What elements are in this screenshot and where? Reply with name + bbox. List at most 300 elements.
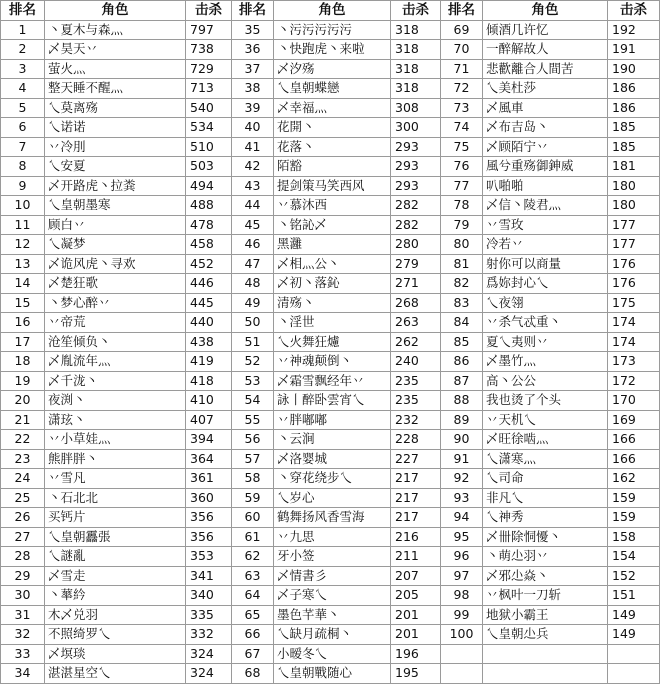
- cell-rank: 30: [1, 586, 45, 606]
- cell-role: 乀皇朝靐張: [45, 527, 186, 547]
- table-row: [1, 118, 660, 138]
- cell-kills: 169: [608, 410, 660, 430]
- cell-role: 乄情書彡: [274, 566, 391, 586]
- cell-kills: 293: [391, 176, 441, 196]
- cell-role: 乀司命: [483, 469, 608, 489]
- cell-kills: 494: [186, 176, 232, 196]
- cell-rank: 13: [1, 254, 45, 274]
- cell-role: 乄汐殇: [274, 59, 391, 79]
- cell-kills: 235: [391, 391, 441, 411]
- header-kills: 击杀: [391, 1, 441, 21]
- table-row: [1, 313, 660, 333]
- cell-rank: 68: [232, 664, 274, 684]
- cell-role: 丷胖嘟嘟: [274, 410, 391, 430]
- cell-role: 鹤舞扬风香雪海: [274, 508, 391, 528]
- cell-kills: 419: [186, 352, 232, 372]
- cell-kills: 458: [186, 235, 232, 255]
- cell-rank: 61: [232, 527, 274, 547]
- cell-role: 丶萌尐羽丷: [483, 547, 608, 567]
- cell-rank: 77: [441, 176, 483, 196]
- cell-rank: 48: [232, 274, 274, 294]
- table-row: [1, 508, 660, 528]
- cell-rank: 51: [232, 332, 274, 352]
- cell-kills: 503: [186, 157, 232, 177]
- table-row: [1, 79, 660, 99]
- cell-rank: 42: [232, 157, 274, 177]
- cell-rank: 93: [441, 488, 483, 508]
- cell-rank: 1: [1, 20, 45, 40]
- cell-role: 不照绮罗乀: [45, 625, 186, 645]
- cell-rank: 25: [1, 488, 45, 508]
- cell-kills: 149: [608, 625, 660, 645]
- cell-role: 丷雪凡: [45, 469, 186, 489]
- cell-role: 射你可以商量: [483, 254, 608, 274]
- cell-kills: 217: [391, 469, 441, 489]
- cell-role: 沧笙倾负丶: [45, 332, 186, 352]
- cell-rank: 60: [232, 508, 274, 528]
- table-row: [1, 488, 660, 508]
- cell-role: 丶蕐紟: [45, 586, 186, 606]
- cell-role: 丶云涧: [274, 430, 391, 450]
- cell-kills: 332: [186, 625, 232, 645]
- cell-rank: 32: [1, 625, 45, 645]
- cell-role: 丷枫叶一刀斩: [483, 586, 608, 606]
- cell-role: 整天睡不醒灬: [45, 79, 186, 99]
- cell-kills: 279: [391, 254, 441, 274]
- table-row: [1, 274, 660, 294]
- table-row: [1, 196, 660, 216]
- cell-rank: 80: [441, 235, 483, 255]
- cell-kills: 356: [186, 527, 232, 547]
- cell-rank: 11: [1, 215, 45, 235]
- cell-role: 乄诡风虎丶寻欢: [45, 254, 186, 274]
- cell-rank: 37: [232, 59, 274, 79]
- cell-rank: 29: [1, 566, 45, 586]
- cell-role: 丷小草娃灬: [45, 430, 186, 450]
- cell-role: 乄胤流年灬: [45, 352, 186, 372]
- cell-rank: 55: [232, 410, 274, 430]
- cell-kills: 185: [608, 137, 660, 157]
- cell-role: 乀皇朝戰随心: [274, 664, 391, 684]
- cell-kills: 154: [608, 547, 660, 567]
- cell-kills: 211: [391, 547, 441, 567]
- table-row: [1, 605, 660, 625]
- cell-kills: 176: [608, 274, 660, 294]
- cell-rank: 97: [441, 566, 483, 586]
- cell-role: 乄旺徐啮灬: [483, 430, 608, 450]
- cell-kills: 170: [608, 391, 660, 411]
- cell-rank: 65: [232, 605, 274, 625]
- cell-rank: 35: [232, 20, 274, 40]
- header-kills: 击杀: [186, 1, 232, 21]
- cell-role: 乄幸福灬: [274, 98, 391, 118]
- cell-role: 非凡乀: [483, 488, 608, 508]
- cell-rank: 46: [232, 235, 274, 255]
- table-row: [1, 547, 660, 567]
- cell-rank: 23: [1, 449, 45, 469]
- cell-rank: 7: [1, 137, 45, 157]
- cell-kills: 180: [608, 196, 660, 216]
- cell-role: 乀安夏: [45, 157, 186, 177]
- cell-kills: 166: [608, 430, 660, 450]
- cell-role: 丶污污污污污: [274, 20, 391, 40]
- cell-kills: 410: [186, 391, 232, 411]
- cell-kills: 207: [391, 566, 441, 586]
- cell-kills: 418: [186, 371, 232, 391]
- cell-kills: 228: [391, 430, 441, 450]
- cell-role: 小暧冬乀: [274, 644, 391, 664]
- cell-kills: 185: [608, 118, 660, 138]
- cell-rank: 71: [441, 59, 483, 79]
- cell-role: 乀美杜莎: [483, 79, 608, 99]
- cell-role: 乄墨竹灬: [483, 352, 608, 372]
- cell-rank: 17: [1, 332, 45, 352]
- cell-rank: 3: [1, 59, 45, 79]
- cell-kills: 324: [186, 644, 232, 664]
- table-row: [1, 20, 660, 40]
- cell-kills: 353: [186, 547, 232, 567]
- table-row: [1, 625, 660, 645]
- cell-role: 买钙片: [45, 508, 186, 528]
- cell-rank: 98: [441, 586, 483, 606]
- cell-rank: 31: [1, 605, 45, 625]
- cell-rank: 72: [441, 79, 483, 99]
- cell-rank: 66: [232, 625, 274, 645]
- cell-kills: 240: [391, 352, 441, 372]
- cell-rank: 82: [441, 274, 483, 294]
- table-row: [1, 586, 660, 606]
- cell-role: 乀謎亂: [45, 547, 186, 567]
- cell-role: 倾酒几许忆: [483, 20, 608, 40]
- cell-role: 乄塓琰: [45, 644, 186, 664]
- cell-rank: 14: [1, 274, 45, 294]
- table-row: [1, 527, 660, 547]
- table-row: [1, 254, 660, 274]
- cell-rank: 49: [232, 293, 274, 313]
- cell-role: 乄邪尐焱丶: [483, 566, 608, 586]
- cell-role: 詠丨醉卧雲宵乀: [274, 391, 391, 411]
- cell-rank: 52: [232, 352, 274, 372]
- cell-role: 乄开路虎丶拉粪: [45, 176, 186, 196]
- cell-kills: 268: [391, 293, 441, 313]
- cell-role: 潇玹丶: [45, 410, 186, 430]
- cell-rank: 91: [441, 449, 483, 469]
- cell-role: 乄信丶陵君灬: [483, 196, 608, 216]
- cell-kills: 186: [608, 79, 660, 99]
- table-row: [1, 566, 660, 586]
- cell-rank: 78: [441, 196, 483, 216]
- cell-kills: 540: [186, 98, 232, 118]
- cell-rank: 41: [232, 137, 274, 157]
- cell-rank: 99: [441, 605, 483, 625]
- cell-kills: 280: [391, 235, 441, 255]
- cell-rank: 6: [1, 118, 45, 138]
- cell-role: 乀夜翎: [483, 293, 608, 313]
- cell-role: 冷若丷: [483, 235, 608, 255]
- cell-role: 乀岁心: [274, 488, 391, 508]
- cell-kills: 340: [186, 586, 232, 606]
- cell-rank: 90: [441, 430, 483, 450]
- cell-kills: 510: [186, 137, 232, 157]
- table-row: [1, 449, 660, 469]
- cell-kills: 394: [186, 430, 232, 450]
- cell-rank: 79: [441, 215, 483, 235]
- cell-role: 乄雪走: [45, 566, 186, 586]
- cell-role: 乄布吉岛丶: [483, 118, 608, 138]
- cell-rank: 76: [441, 157, 483, 177]
- table-row: [1, 391, 660, 411]
- header-role: 角色: [483, 1, 608, 21]
- cell-rank: 21: [1, 410, 45, 430]
- cell-kills: 149: [608, 605, 660, 625]
- cell-role: 丷雪玫: [483, 215, 608, 235]
- header-role: 角色: [45, 1, 186, 21]
- cell-kills: 174: [608, 313, 660, 333]
- cell-role: 乀凝梦: [45, 235, 186, 255]
- cell-rank: 47: [232, 254, 274, 274]
- cell-kills: 446: [186, 274, 232, 294]
- cell-role: 一醉解故人: [483, 40, 608, 60]
- table-row: [1, 644, 660, 664]
- cell-role: 夏乀夷则丷: [483, 332, 608, 352]
- cell-role: 丶快跑虎丶来啦: [274, 40, 391, 60]
- cell-rank: 39: [232, 98, 274, 118]
- cell-kills: 216: [391, 527, 441, 547]
- table-row: [1, 410, 660, 430]
- table-row: [1, 469, 660, 489]
- cell-role: 萤火灬: [45, 59, 186, 79]
- cell-kills: 440: [186, 313, 232, 333]
- cell-kills: 738: [186, 40, 232, 60]
- table-row: [1, 371, 660, 391]
- cell-rank: 38: [232, 79, 274, 99]
- cell-kills: 172: [608, 371, 660, 391]
- cell-kills: 341: [186, 566, 232, 586]
- cell-role: 熊胖胖丶: [45, 449, 186, 469]
- cell-role: 丶铭訫乄: [274, 215, 391, 235]
- cell-kills: 201: [391, 625, 441, 645]
- cell-kills: 478: [186, 215, 232, 235]
- table-row: [1, 215, 660, 235]
- cell-role: 丶石北北: [45, 488, 186, 508]
- cell-role: [483, 644, 608, 664]
- cell-rank: 40: [232, 118, 274, 138]
- cell-rank: 63: [232, 566, 274, 586]
- cell-kills: 300: [391, 118, 441, 138]
- cell-role: 乄昊天丷: [45, 40, 186, 60]
- cell-kills: 356: [186, 508, 232, 528]
- cell-kills: [608, 664, 660, 684]
- cell-kills: 308: [391, 98, 441, 118]
- cell-kills: 227: [391, 449, 441, 469]
- cell-kills: 361: [186, 469, 232, 489]
- cell-role: 提剑策马笑西风: [274, 176, 391, 196]
- cell-kills: 166: [608, 449, 660, 469]
- cell-role: 花開丶: [274, 118, 391, 138]
- cell-rank: [441, 664, 483, 684]
- cell-kills: 159: [608, 508, 660, 528]
- cell-kills: 534: [186, 118, 232, 138]
- cell-role: 牙小签: [274, 547, 391, 567]
- cell-kills: 162: [608, 469, 660, 489]
- cell-role: 丷天机乀: [483, 410, 608, 430]
- cell-role: 夜渕丶: [45, 391, 186, 411]
- cell-rank: 26: [1, 508, 45, 528]
- cell-rank: 59: [232, 488, 274, 508]
- cell-kills: 175: [608, 293, 660, 313]
- cell-rank: 10: [1, 196, 45, 216]
- cell-kills: 729: [186, 59, 232, 79]
- table-row: [1, 235, 660, 255]
- cell-kills: 488: [186, 196, 232, 216]
- cell-rank: 5: [1, 98, 45, 118]
- header-rank: 排名: [232, 1, 274, 21]
- cell-kills: 180: [608, 176, 660, 196]
- table-row: [1, 664, 660, 684]
- cell-kills: 177: [608, 215, 660, 235]
- cell-rank: 27: [1, 527, 45, 547]
- cell-role: 丷九思: [274, 527, 391, 547]
- cell-rank: 45: [232, 215, 274, 235]
- cell-rank: 44: [232, 196, 274, 216]
- cell-kills: 152: [608, 566, 660, 586]
- cell-rank: 8: [1, 157, 45, 177]
- cell-kills: 324: [186, 664, 232, 684]
- cell-kills: 262: [391, 332, 441, 352]
- cell-rank: 50: [232, 313, 274, 333]
- cell-kills: 360: [186, 488, 232, 508]
- cell-rank: [441, 644, 483, 664]
- cell-kills: 177: [608, 235, 660, 255]
- cell-role: 木乄兑羽: [45, 605, 186, 625]
- cell-kills: 263: [391, 313, 441, 333]
- cell-rank: 15: [1, 293, 45, 313]
- cell-role: 丷杀气忒重丶: [483, 313, 608, 333]
- cell-kills: 452: [186, 254, 232, 274]
- header-rank: 排名: [1, 1, 45, 21]
- cell-role: 高丶公公: [483, 371, 608, 391]
- cell-kills: 217: [391, 508, 441, 528]
- cell-rank: 16: [1, 313, 45, 333]
- header-kills: 击杀: [608, 1, 660, 21]
- cell-kills: 713: [186, 79, 232, 99]
- cell-role: 乄風車: [483, 98, 608, 118]
- cell-rank: 94: [441, 508, 483, 528]
- cell-kills: 318: [391, 40, 441, 60]
- cell-rank: 2: [1, 40, 45, 60]
- cell-rank: 34: [1, 664, 45, 684]
- cell-role: 乀缺月疏桐丶: [274, 625, 391, 645]
- cell-role: 乄霜雪飘经年丷: [274, 371, 391, 391]
- cell-role: 乀皇朝墨寒: [45, 196, 186, 216]
- cell-role: 乀火舞狂爈: [274, 332, 391, 352]
- cell-role: 湛湛星空乀: [45, 664, 186, 684]
- cell-kills: 282: [391, 215, 441, 235]
- cell-kills: 318: [391, 59, 441, 79]
- cell-rank: 43: [232, 176, 274, 196]
- cell-kills: [608, 644, 660, 664]
- cell-kills: 191: [608, 40, 660, 60]
- cell-role: 乄顾陌宁丷: [483, 137, 608, 157]
- cell-kills: 318: [391, 20, 441, 40]
- cell-role: 丷神魂颠倒丶: [274, 352, 391, 372]
- cell-rank: 53: [232, 371, 274, 391]
- cell-role: 乀皇朝蝶戀: [274, 79, 391, 99]
- cell-kills: 176: [608, 254, 660, 274]
- table-row: [1, 40, 660, 60]
- cell-role: 乀神秀: [483, 508, 608, 528]
- cell-role: 清殇丶: [274, 293, 391, 313]
- table-row: [1, 157, 660, 177]
- cell-role: 乄洛婴城: [274, 449, 391, 469]
- cell-kills: 217: [391, 488, 441, 508]
- cell-rank: 86: [441, 352, 483, 372]
- cell-kills: 335: [186, 605, 232, 625]
- cell-rank: 73: [441, 98, 483, 118]
- cell-rank: 18: [1, 352, 45, 372]
- table-row: [1, 98, 660, 118]
- cell-rank: 88: [441, 391, 483, 411]
- cell-role: 爲妳封心乀: [483, 274, 608, 294]
- cell-rank: 58: [232, 469, 274, 489]
- cell-role: 丶穿花绕步乀: [274, 469, 391, 489]
- table-row: [1, 293, 660, 313]
- cell-kills: 293: [391, 157, 441, 177]
- cell-rank: 64: [232, 586, 274, 606]
- header-role: 角色: [274, 1, 391, 21]
- cell-rank: 100: [441, 625, 483, 645]
- cell-kills: 159: [608, 488, 660, 508]
- cell-role: 墨色芊華丶: [274, 605, 391, 625]
- cell-kills: 445: [186, 293, 232, 313]
- cell-kills: 438: [186, 332, 232, 352]
- cell-role: 乄卌除恫懮丶: [483, 527, 608, 547]
- cell-role: 乄千泷丶: [45, 371, 186, 391]
- cell-role: 乀皇朝尐兵: [483, 625, 608, 645]
- cell-role: 叭啪啪: [483, 176, 608, 196]
- cell-rank: 4: [1, 79, 45, 99]
- cell-kills: 201: [391, 605, 441, 625]
- cell-role: 乄相灬公丶: [274, 254, 391, 274]
- cell-kills: 174: [608, 332, 660, 352]
- cell-role: 丷帝荒: [45, 313, 186, 333]
- cell-rank: 28: [1, 547, 45, 567]
- cell-kills: 151: [608, 586, 660, 606]
- cell-kills: 195: [391, 664, 441, 684]
- cell-kills: 293: [391, 137, 441, 157]
- cell-rank: 9: [1, 176, 45, 196]
- table-row: [1, 59, 660, 79]
- cell-role: 丷冷刖: [45, 137, 186, 157]
- cell-rank: 70: [441, 40, 483, 60]
- cell-role: 乄子寒乀: [274, 586, 391, 606]
- cell-rank: 57: [232, 449, 274, 469]
- cell-kills: 235: [391, 371, 441, 391]
- cell-rank: 69: [441, 20, 483, 40]
- cell-rank: 85: [441, 332, 483, 352]
- cell-kills: 271: [391, 274, 441, 294]
- cell-rank: 54: [232, 391, 274, 411]
- cell-rank: 89: [441, 410, 483, 430]
- cell-kills: 190: [608, 59, 660, 79]
- cell-role: 悲歡離合人間苦: [483, 59, 608, 79]
- cell-rank: 24: [1, 469, 45, 489]
- cell-role: 乄初丶落鈊: [274, 274, 391, 294]
- cell-kills: 196: [391, 644, 441, 664]
- cell-rank: 19: [1, 371, 45, 391]
- cell-kills: 173: [608, 352, 660, 372]
- cell-rank: 96: [441, 547, 483, 567]
